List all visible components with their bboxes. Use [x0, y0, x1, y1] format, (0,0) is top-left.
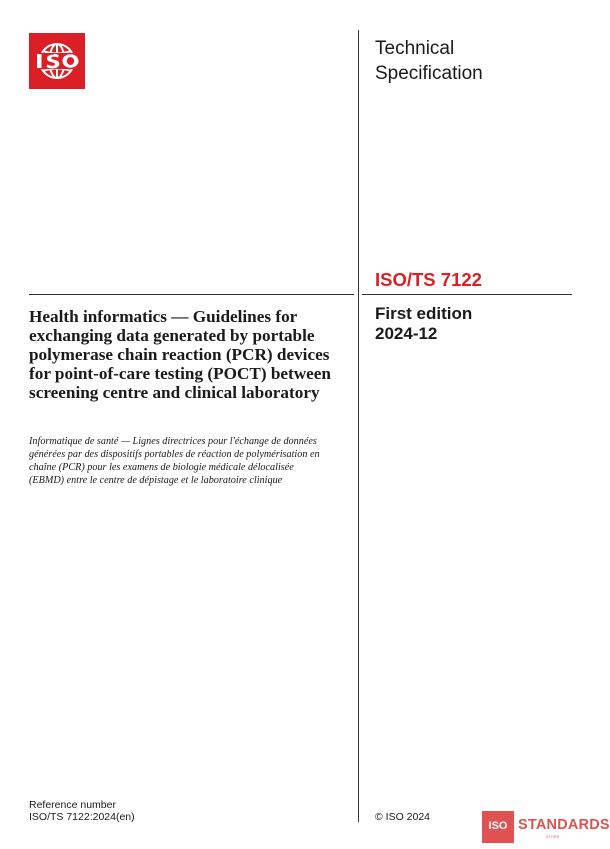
horizontal-divider-right: [362, 294, 572, 295]
document-type: [375, 36, 575, 86]
edition-date: 2024-12: [375, 324, 438, 343]
document-type-line2: Specification: [375, 63, 483, 84]
title-english: Health informatics — Guidelines for exchanging data generated by portable polymerase chain reaction (PCR) devices for point-of-care testing (POCT) between screening centre and clinical laboratory: [29, 307, 331, 402]
store-iso-logo: [482, 811, 514, 843]
horizontal-divider-left: [29, 294, 354, 295]
iso-logo: [29, 33, 85, 89]
reference-block: [29, 799, 135, 823]
store-name: STANDARDS: [518, 817, 610, 833]
reference-label: Reference number: [29, 799, 116, 811]
title-french: Informatique de santé — Lignes directrices pour l'échange de données générées par des dispositifs portables de réaction de polymérisation en chaîne (PCR) pour les examens de biologie médicale délocalisée (EBMD) entre le centre de dépistage et le laboratoire clinique: [29, 436, 320, 486]
store-logo-text: ISO: [488, 820, 508, 832]
reference-value: ISO/TS 7122:2024(en): [29, 811, 135, 823]
vertical-divider: [358, 30, 359, 822]
copyright: © ISO 2024: [375, 811, 431, 823]
document-number: ISO/TS 7122: [375, 269, 482, 290]
document-type-line1: Technical: [375, 38, 455, 59]
standards-store-badge: [482, 811, 610, 843]
edition-label: First edition: [375, 304, 473, 323]
edition: [375, 304, 472, 344]
store-sub: STORE: [546, 835, 560, 839]
